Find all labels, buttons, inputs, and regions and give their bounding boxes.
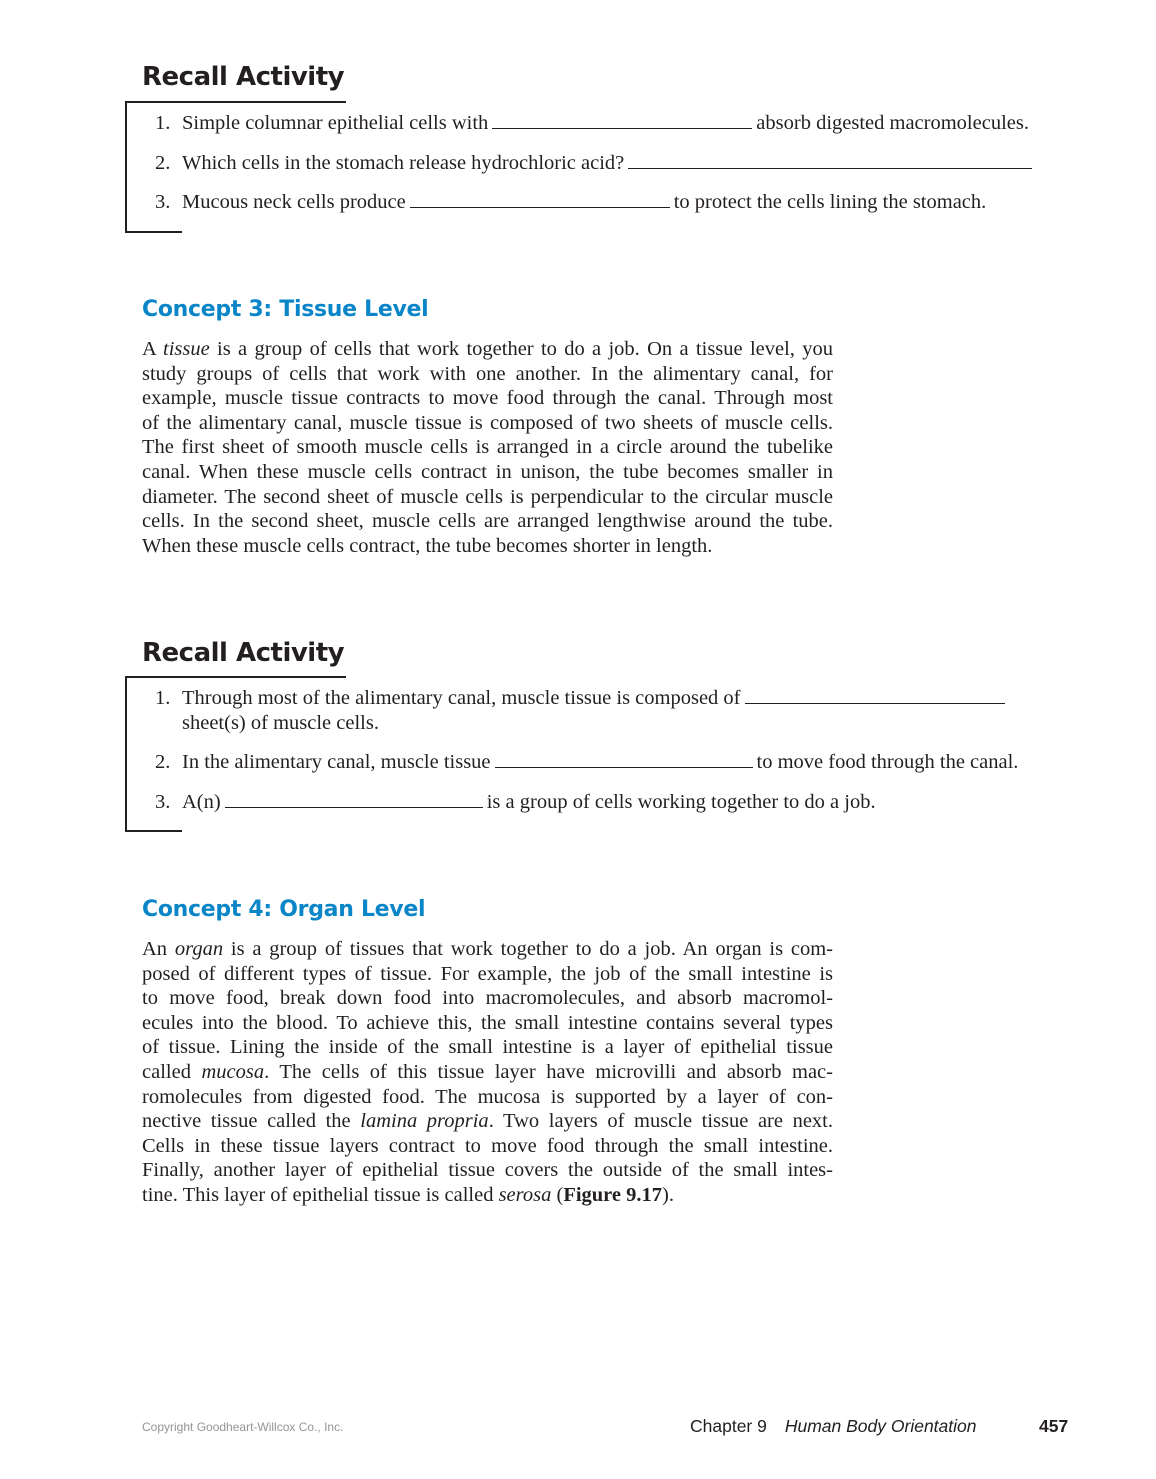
text-run: example, muscle tissue contracts to move food through the canal. Through most xyxy=(142,387,833,410)
question-text: Which cells in the stomach release hydrochloric acid? xyxy=(182,152,625,174)
question-number: 1. xyxy=(155,112,171,134)
recall-question xyxy=(155,151,1036,176)
answer-blank[interactable] xyxy=(410,191,670,208)
recall-question xyxy=(155,686,1009,736)
paragraph-line xyxy=(142,1085,833,1110)
text-run: of the alimentary canal, muscle tissue is composed of two sheets of muscle cells. xyxy=(142,411,833,434)
text-run: is a group of cells that work together to do a job. On a tissue level, you xyxy=(209,338,833,360)
paragraph-line xyxy=(142,362,833,387)
paragraph-line xyxy=(142,411,833,436)
term-italic: lamina propria xyxy=(360,1110,489,1133)
paragraph-line xyxy=(142,1109,833,1134)
paragraph-line xyxy=(142,1060,833,1085)
divider xyxy=(125,830,182,832)
question-text: sheet(s) of muscle cells. xyxy=(182,712,379,734)
question-text: absorb digested macromolecules. xyxy=(756,112,1029,134)
divider xyxy=(125,101,346,103)
text-run: nective tissue called the xyxy=(142,1110,361,1133)
question-text: to protect the cells lining the stomach. xyxy=(673,191,987,213)
question-text: is a group of cells working together to do a job. xyxy=(486,791,876,813)
answer-blank[interactable] xyxy=(492,112,752,129)
recall-activity-heading: Recall Activity xyxy=(142,62,345,92)
term-italic: tissue xyxy=(163,338,210,360)
text-run: Cells in these tissue layers contract to move food through the small intestine. xyxy=(142,1134,833,1157)
text-run: When these muscle cells contract, the tube becomes shorter in length. xyxy=(142,534,713,557)
text-run: study groups of cells that work with one another. In the alimentary canal, for xyxy=(142,362,833,385)
term-italic: organ xyxy=(174,938,224,960)
text-run: The first sheet of smooth muscle cells is arranged in a circle around the tubelike xyxy=(142,436,833,459)
text-run: ). xyxy=(662,1183,674,1206)
copyright-notice: Copyright Goodheart-Willcox Co., Inc. xyxy=(142,1420,344,1434)
text-run: An xyxy=(142,938,175,960)
paragraph-line xyxy=(142,386,833,411)
text-run: A xyxy=(142,338,164,360)
divider xyxy=(125,231,182,233)
term-italic: serosa xyxy=(498,1183,552,1206)
answer-blank[interactable] xyxy=(225,791,483,808)
chapter-title: Human Body Orientation xyxy=(784,1416,977,1436)
text-run: canal. When these muscle cells contract in unison, the tube becomes smaller in xyxy=(142,460,833,483)
question-text: to move food through the canal. xyxy=(756,751,1019,773)
concept-heading: Concept 4: Organ Level xyxy=(142,897,426,922)
question-text: Simple columnar epithelial cells with xyxy=(182,112,489,134)
term-italic: mucosa xyxy=(201,1060,265,1083)
question-number: 3. xyxy=(155,791,171,813)
divider xyxy=(125,676,346,678)
paragraph-line xyxy=(142,460,833,485)
paragraph-line xyxy=(142,1183,833,1208)
question-text: A(n) xyxy=(182,791,221,813)
paragraph-line xyxy=(142,962,833,987)
text-run: diameter. The second sheet of muscle cells is perpendicular to the circular muscle xyxy=(142,485,833,508)
paragraph-line xyxy=(142,337,833,362)
question-number: 1. xyxy=(155,687,171,709)
paragraph-line xyxy=(142,1134,833,1159)
paragraph-line xyxy=(142,534,833,559)
question-number: 3. xyxy=(155,191,171,213)
recall-question xyxy=(155,111,1029,136)
recall-question xyxy=(155,790,876,815)
chapter-label: Chapter 9 xyxy=(690,1416,767,1436)
text-run: is a group of tissues that work together to do a job. An organ is com- xyxy=(223,938,833,960)
divider xyxy=(125,676,127,832)
text-run: . The cells of this tissue layer have microvilli and absorb mac- xyxy=(264,1060,833,1083)
running-footer xyxy=(690,1416,977,1437)
text-run: ( xyxy=(551,1183,564,1206)
text-run: . Two layers of muscle tissue are next. xyxy=(488,1110,833,1133)
recall-activity-heading: Recall Activity xyxy=(142,638,345,668)
paragraph-line xyxy=(142,937,833,962)
concept-paragraph xyxy=(142,937,833,1208)
text-run: called xyxy=(142,1060,202,1083)
text-run: to move food, break down food into macromolecules, and absorb macromol- xyxy=(142,987,833,1010)
text-run: cells. In the second sheet, muscle cells are arranged lengthwise around the tube. xyxy=(142,510,833,533)
answer-blank[interactable] xyxy=(745,687,1005,704)
concept-heading: Concept 3: Tissue Level xyxy=(142,297,429,322)
paragraph-line xyxy=(142,435,833,460)
paragraph-line xyxy=(142,509,833,534)
text-run: tine. This layer of epithelial tissue is called xyxy=(142,1183,499,1206)
page-number: 457 xyxy=(1039,1416,1069,1436)
text-run: of tissue. Lining the inside of the small intestine is a layer of epithelial tissue xyxy=(142,1036,833,1059)
text-run: romolecules from digested food. The mucosa is supported by a layer of con- xyxy=(142,1085,833,1108)
text-run: ecules into the blood. To achieve this, the small intestine contains several types xyxy=(142,1011,833,1034)
divider xyxy=(125,101,127,233)
question-text: In the alimentary canal, muscle tissue xyxy=(182,751,491,773)
question-number: 2. xyxy=(155,751,171,773)
paragraph-line xyxy=(142,1035,833,1060)
question-number: 2. xyxy=(155,152,171,174)
question-text: Mucous neck cells produce xyxy=(182,191,406,213)
recall-question xyxy=(155,190,986,215)
answer-blank[interactable] xyxy=(495,751,753,768)
concept-paragraph xyxy=(142,337,833,558)
paragraph-line xyxy=(142,1158,833,1183)
paragraph-line xyxy=(142,986,833,1011)
paragraph-line xyxy=(142,485,833,510)
text-run: posed of different types of tissue. For example, the job of the small intestine is xyxy=(142,962,833,985)
recall-question xyxy=(155,750,1018,775)
answer-blank[interactable] xyxy=(628,152,1032,169)
figure-reference: Figure 9.17 xyxy=(563,1183,663,1206)
paragraph-line xyxy=(142,1011,833,1036)
question-text: Through most of the alimentary canal, muscle tissue is composed of xyxy=(182,687,741,709)
text-run: Finally, another layer of epithelial tissue covers the outside of the small intes- xyxy=(142,1159,833,1182)
